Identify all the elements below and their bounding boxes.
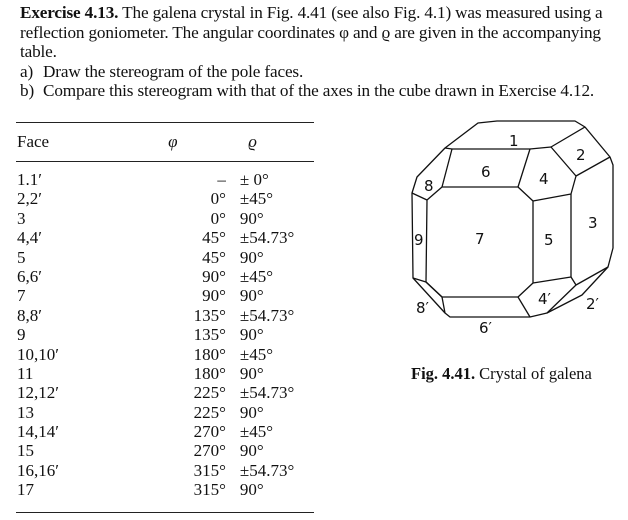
- cell-phi: 0°: [210, 208, 226, 228]
- face-label-8-prime: 8′: [416, 299, 429, 317]
- cell-rho: 90°: [239, 363, 264, 383]
- cell-rho: ± 0°: [239, 170, 269, 189]
- angular-coordinates-table: [16, 122, 314, 513]
- header-face: Face: [17, 132, 50, 151]
- face-label-7: 7: [475, 230, 485, 248]
- face-label-2-prime: 2′: [586, 295, 599, 313]
- exercise-label: Exercise 4.13.: [20, 3, 119, 22]
- table-header: [16, 123, 314, 161]
- cell-face: 4,4′: [17, 228, 42, 248]
- item-marker: a): [20, 61, 34, 81]
- table-row: [16, 286, 314, 305]
- cell-face: 13: [17, 402, 34, 422]
- cell-face: 12,12′: [17, 383, 59, 403]
- cell-face: 17: [17, 480, 34, 500]
- table-row: [16, 209, 314, 228]
- cell-rho: ±45°: [239, 189, 274, 209]
- cell-rho: ±45°: [239, 266, 274, 286]
- face-label-1: 1: [509, 132, 519, 150]
- cell-phi: 180°: [193, 344, 226, 364]
- cell-rho: ±45°: [239, 344, 274, 364]
- cell-rho: 90°: [239, 402, 264, 422]
- table-row: [16, 189, 314, 208]
- table-row: [16, 248, 314, 267]
- cell-rho: ±54.73°: [239, 383, 295, 403]
- cell-rho: ±54.73°: [239, 305, 295, 325]
- figure-caption: [411, 364, 592, 384]
- header-phi: φ: [168, 132, 178, 151]
- crystal-outline: [412, 121, 613, 317]
- cell-face: 11: [17, 363, 34, 383]
- cell-phi: 180°: [193, 363, 226, 383]
- face-label-3: 3: [588, 214, 598, 232]
- face-label-6: 6: [481, 163, 491, 181]
- caption-text: Crystal of galena: [479, 364, 592, 383]
- face-label-5: 5: [544, 231, 554, 249]
- face-label-2: 2: [576, 146, 586, 164]
- face-7-outline: [426, 187, 533, 297]
- table-row: [16, 383, 314, 402]
- exercise-item-b: [20, 81, 620, 101]
- exercise-body: The galena crystal in Fig. 4.41 (see also Fig. 4.1) was measured using a reflection goniometer. The angular coordinates φ and ϱ are given in the accompanying table.: [20, 3, 603, 62]
- cell-face: 10,10′: [17, 344, 59, 364]
- table-bottom-rule: [16, 512, 314, 513]
- table-row: [16, 441, 314, 460]
- cell-face: 2,2′: [17, 189, 42, 209]
- cell-rho: ±45°: [239, 422, 274, 442]
- table-row: [16, 325, 314, 344]
- table-row: [16, 461, 314, 480]
- cell-phi: 270°: [193, 422, 226, 442]
- cell-face: 8,8′: [17, 305, 42, 325]
- table-row: [16, 306, 314, 325]
- face-label-9: 9: [414, 231, 424, 249]
- cell-phi: 315°: [193, 480, 226, 500]
- cell-face: 1.1′: [17, 170, 42, 189]
- cell-face: 15: [17, 441, 34, 461]
- cell-phi: 90°: [202, 266, 226, 286]
- exercise-item-a: [20, 62, 620, 82]
- cell-phi: 225°: [193, 383, 226, 403]
- cell-face: 9: [17, 325, 26, 345]
- cell-face: 6,6′: [17, 266, 42, 286]
- face-label-6-prime: 6′: [479, 319, 492, 337]
- item-marker: b): [20, 81, 35, 101]
- table-row: [16, 345, 314, 364]
- cell-phi: 135°: [193, 305, 226, 325]
- cell-phi: 270°: [193, 441, 226, 461]
- cell-phi: –: [217, 170, 226, 189]
- cell-rho: ±54.73°: [239, 460, 295, 480]
- face-label-4-prime: 4′: [538, 290, 551, 308]
- cell-phi: 225°: [193, 402, 226, 422]
- cell-phi: 45°: [202, 247, 226, 267]
- table-row: [16, 403, 314, 422]
- exercise-paragraph: [20, 3, 620, 62]
- table-body: [16, 162, 314, 512]
- cell-rho: ±54.73°: [239, 228, 295, 248]
- cell-phi: 45°: [202, 228, 226, 248]
- cell-phi: 90°: [202, 286, 226, 306]
- cell-phi: 135°: [193, 325, 226, 345]
- cell-phi: 315°: [193, 460, 226, 480]
- table-row: [16, 422, 314, 441]
- table-row: [16, 364, 314, 383]
- cell-face: 16,16′: [17, 460, 59, 480]
- cell-rho: 90°: [239, 480, 264, 500]
- header-rho: ϱ: [248, 132, 257, 151]
- item-text: Draw the stereogram of the pole faces.: [43, 61, 304, 81]
- cell-rho: 90°: [239, 286, 264, 306]
- table-row: [16, 228, 314, 247]
- item-text: Compare this stereogram with that of the axes in the cube drawn in Exercise 4.12.: [43, 81, 595, 101]
- cell-face: 14,14′: [17, 422, 59, 442]
- cell-rho: 90°: [239, 325, 264, 345]
- exercise-text: [20, 3, 620, 101]
- table-row: [16, 267, 314, 286]
- cell-face: 7: [17, 286, 26, 306]
- cell-rho: 90°: [239, 247, 264, 267]
- cell-phi: 0°: [210, 189, 226, 209]
- cell-face: 3: [17, 208, 26, 228]
- table-row: [16, 170, 314, 189]
- cell-rho: 90°: [239, 208, 264, 228]
- face-label-8: 8: [424, 177, 434, 195]
- face-label-4: 4: [539, 170, 549, 188]
- cell-face: 5: [17, 247, 26, 267]
- table-row: [16, 480, 314, 499]
- caption-label: Fig. 4.41.: [411, 364, 476, 383]
- cell-rho: 90°: [239, 441, 264, 461]
